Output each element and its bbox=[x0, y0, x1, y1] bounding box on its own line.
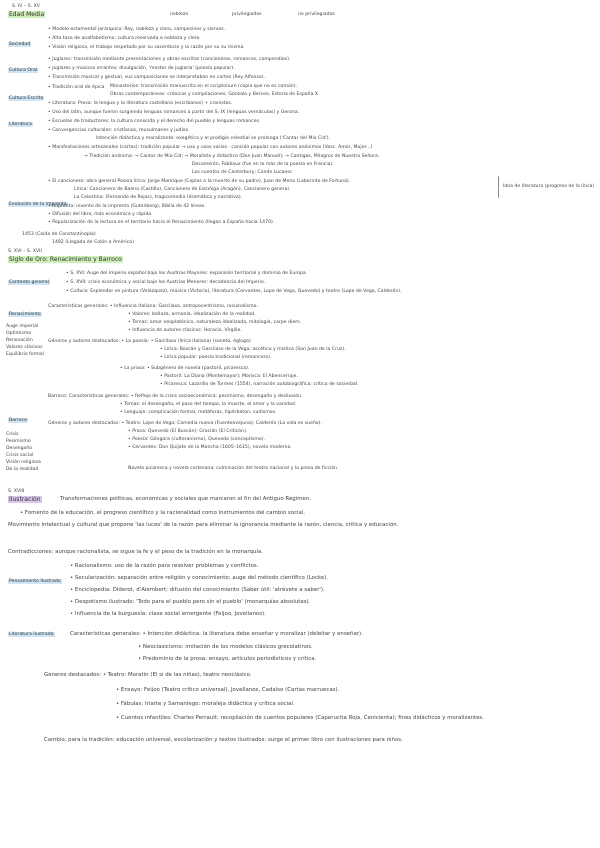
date-s3: S. XVIII bbox=[8, 489, 25, 494]
s1-line: • Literatura: Prosa: la lengua y la literatura castellana (escribanos) + cronistas. bbox=[48, 101, 233, 106]
s1-line: Lírica: Cancionero de Baena (Castilla), Cancionero de Estúñiga (Aragón), Cancionero general. bbox=[74, 187, 291, 192]
label-nobleza: nobleza bbox=[170, 12, 189, 17]
side-label: Renovación bbox=[6, 338, 33, 343]
s2-line: Géneros y autores destacados: • La poesía: • Garcilaso (lírica italiana) (soneto, égloga). bbox=[48, 339, 253, 344]
s1-line: • Juglares y músicos errantes; divulgación, 'mester de juglaría' (poesía popular). bbox=[48, 66, 235, 71]
s2-line: Barroco: Características generales: • Reflejo de la crisis socioeconómica: pesimismo, desengaño y desilusión. bbox=[48, 394, 303, 399]
s2-line: • Prosa: Quevedo (El Buscón); Gracián (El Criticón). bbox=[128, 429, 248, 434]
lit-line: • Neoclasicismo: imitación de los modelos clásicos grecolatinos. bbox=[138, 644, 313, 650]
s2-line: Características generales: • Influencia italiana: Garcilaso, antropocentrismo, racionalismo. bbox=[48, 304, 258, 309]
s2-line: • Temas: el desengaño, el paso del tiempo, la muerte, el amor y la vanidad. bbox=[120, 402, 297, 407]
header-literatura-ilustrada: Literatura ilustrada bbox=[9, 632, 54, 637]
header-sociedad: Sociedad bbox=[9, 42, 31, 47]
lit-line: Características generales: • Intención didáctica: la literatura debe enseñar y moralizar (deleitar y enseñar). bbox=[70, 631, 363, 637]
lit-line: • Fábulas: Iriarte y Samaniego: moraleja didáctica y crítica social. bbox=[116, 701, 295, 707]
s1-line: Decamerón, Fabliaux (fue en lo más de la poesía en Francia). bbox=[192, 162, 334, 167]
side-label: Auge imperial bbox=[6, 324, 39, 329]
s2-line: • S. XVI: Auge del imperio español bajo los Austrias Mayores: expansión territorial y dominio de Europa. bbox=[66, 271, 308, 276]
title-siglo-de-oro: Siglo de Oro: Renacimiento y Barroco bbox=[9, 256, 122, 263]
lit-line: • Predominio de la prosa: ensayo, artículos periodísticos y crítica. bbox=[138, 656, 317, 662]
date-1492: 1492 (Llegada de Colón a América) bbox=[52, 240, 134, 245]
s2-line: • Poesía: Góngora (culteranismo), Quevedo (conceptismo). bbox=[128, 437, 266, 442]
bracket-label: Idea de literatura (progreso de la lírica) bbox=[503, 184, 595, 189]
s1-line: • Popularización de la lectura en el territorio hacia el Renacimiento (llegan a España hacia 1470). bbox=[48, 220, 275, 225]
s1-line: • Uso del latín, aunque fueron surgiendo lenguas romances a partir del S. IX (lenguas vernáculas) y Gerona. bbox=[48, 110, 300, 115]
header-cultura-escrita: Cultura Escrita bbox=[9, 96, 44, 101]
s1-line: La Celestina: (Fernando de Rojas), tragicomedia (dramática y narrativa). bbox=[74, 195, 243, 200]
s1-line: Intención didáctica y moralizante: exegética y el prodigio celestial se prolonga ('Cantar del Mio Cid'). bbox=[96, 136, 331, 141]
side-label: Valores clásicos bbox=[6, 345, 43, 350]
s3-line: Movimiento intelectual y cultural que propone 'las luces' de la razón para eliminar la ignorancia mediante la razón, ciencia, crítica y educación. bbox=[8, 522, 399, 528]
header-contexto: Contexto general bbox=[9, 280, 50, 285]
s1-line: • Transmisión musical y gestual, sus composiciones se interpretaban en cortes (Rey Alfonso). bbox=[48, 75, 266, 80]
s1-line: • Escuelas de traductores: la cultura conocida y el derecho del pueblo y lenguas romances. bbox=[48, 119, 261, 124]
side-label: De la realidad bbox=[6, 467, 39, 472]
s1-line: Los cuentos de Canterbury; Conde Lucanor. bbox=[192, 170, 294, 175]
lit-line: • Cuentos infantiles: Charles Perrault: recopilación de cuentos populares (Caperucita Roja, Cenicienta); fines didácticos y moralizantes. bbox=[116, 715, 484, 721]
pens-line: • Secularización: separación entre religión y conocimiento; auge del método científico (Locke). bbox=[70, 575, 329, 581]
header-pensamiento: Pensamiento Ilustrado bbox=[9, 579, 61, 584]
s2-line: Géneros y autores destacados: • Teatro: Lope de Vega: Comedia nueva (Fuenteovejuna); Calderón (La vida es sueño). bbox=[48, 421, 322, 426]
date-s2: S. XVI – S. XVII bbox=[8, 249, 42, 254]
header-literatura: Literatura bbox=[9, 122, 32, 127]
s1-line: • Juglares: transmisión mediante presentaciones y obras escritas (cancioneros, romances, compendios). bbox=[48, 57, 291, 62]
pens-line: • Influencia de la burguesía: clase social emergente (Feijoo, Jovellanos). bbox=[70, 611, 266, 617]
s1-line: • Convergencias culturales: cristianos, musulmanes y judíos. bbox=[48, 128, 190, 133]
lit-line: Cambio, para la tradición: educación universal, escolarización y textos ilustrados: surge el primer libro con ilustraciones para niños. bbox=[44, 737, 403, 743]
s1-line: Monasterios: transmisión manuscrita en el scriptorium (copia que no es común). bbox=[110, 84, 297, 89]
label-no-privilegiados: no privilegiados bbox=[298, 12, 335, 17]
pens-line: • Enciclopedia: Diderot, d'Alembert; difusión del conocimiento (Saber útil: 'atrévete a saber'). bbox=[70, 587, 325, 593]
date-s1: S. IV – S. XV bbox=[12, 4, 40, 9]
s2-line: • Lírica popular: poesía tradicional (romancero). bbox=[160, 355, 272, 360]
date-1453: 1453 (Caída de Constantinopla) bbox=[22, 232, 96, 237]
s2-line: • La prosa: • Subgénero de novela (pastoril, picaresca). bbox=[120, 366, 250, 371]
s1-line: Obras contemporáneas: crónicas y compilaciones; Gonzalo y Berceo, Estoria de España X. bbox=[110, 92, 320, 97]
s3-line: Transformaciones políticas, económicas y sociales que marcaron el fin del Antiguo Régimen. bbox=[60, 496, 312, 502]
s2-line: • S. XVII: crisis económica y social bajo los Austrias Menores: decadencia del Imperio. bbox=[66, 280, 266, 285]
s1-line: • Difusión del libro, más económica y rápida. bbox=[48, 212, 153, 217]
s1-line: • Imprenta: invento de la imprenta (Gutenberg), Biblia de 42 líneas. bbox=[48, 204, 206, 209]
lit-line: Géneros destacados: • Teatro: Moratín (El sí de las niñas), teatro neoclásico. bbox=[44, 672, 252, 678]
s2-line: • Cervantes: Don Quijote de la Mancha (1605–1615), novela moderna. bbox=[128, 445, 292, 450]
s2-line: • Picaresca: Lazarillo de Tormes (1554), narración autobiográfica; crítica de sociedad. bbox=[160, 382, 359, 387]
s1-line: • Alta tasa de analfabetismo: cultura reservada a nobleza y clero. bbox=[48, 36, 201, 41]
pens-line: • Racionalismo: uso de la razón para resolver problemas y conflictos. bbox=[70, 563, 259, 569]
label-privilegiados: privilegiados bbox=[232, 12, 262, 17]
lit-line: • Ensayo: Feijoo (Teatro crítico universal), Jovellanos, Cadalso (Cartas marruecas). bbox=[116, 687, 340, 693]
s1-line: • Tradición oral de épica bbox=[48, 85, 105, 90]
title-ilustracion: Ilustración bbox=[9, 496, 41, 503]
pens-line: • Despotismo ilustrado: 'Todo para el pueblo pero sin el pueblo' (monarquías absolutas). bbox=[70, 599, 311, 605]
side-label: Desengaño bbox=[6, 446, 33, 451]
s1-line: • El cancionero: obra general Poesía lírica: Jorge Manrique (Coplas a la muerte de su padre), Juan de Mena (Laberinto de Fortuna). bbox=[48, 179, 351, 184]
s2-line: • Lírica: Boscán y Garcilaso de la Vega; ascética y mística (San Juan de la Cruz). bbox=[160, 347, 346, 352]
s1-line: • Manifestaciones artesanales (cartas): tradición popular → uso y usos varios · canción popular con autores anónimos (Vasc. Amor, Mujer...) bbox=[48, 145, 373, 150]
s3-line: • Fomento de la educación, el progreso científico y la racionalidad como instrumentos del cambio social. bbox=[20, 510, 306, 516]
s3-line: Contradicciones: aunque racionalista, se sigue la fe y el peso de la tradición en la monarquía. bbox=[8, 549, 263, 555]
header-barroco: Barroco bbox=[9, 418, 27, 423]
side-label: Optimismo bbox=[6, 331, 32, 336]
side-label: Visión religiosa bbox=[6, 460, 41, 465]
s2-line: • Pastoril: La Diana (Montemayor); Morisca: El Abencerraje. bbox=[160, 374, 298, 379]
header-cultura-oral: Cultura Oral bbox=[9, 68, 38, 73]
header-imprenta: Evolución de la imprenta bbox=[9, 202, 67, 207]
header-renacimiento: Renacimiento bbox=[9, 312, 41, 317]
header-edad-media: Edad Media bbox=[9, 11, 45, 18]
s1-line: • Modelo estamental jerárquico: Rey, nobleza y clero, campesinos y siervos. bbox=[48, 27, 226, 32]
s2-line: • Lenguaje: complicación formal, metáforas, hipérbaton, cultismos. bbox=[120, 410, 277, 415]
side-label: Pesimismo bbox=[6, 439, 31, 444]
s2-line: • Cultura: Esplendor en pintura (Velázquez), música (Victoria), literatura (Cervantes, Lope de Vega, Quevedo) y teatro (Lope de Vega, Calderón). bbox=[66, 289, 402, 294]
side-label: Crisis social bbox=[6, 453, 34, 458]
brace-lirica bbox=[498, 176, 499, 198]
s2-line: • Temas: amor neoplatónico, naturaleza idealizada, mitología, carpe diem. bbox=[128, 320, 302, 325]
s2-line: Novela picaresca y novela cortesana; culminación del teatro nacional y la prosa de ficción. bbox=[128, 466, 339, 471]
s2-line: • Valores: belleza, armonía, idealización de la realidad. bbox=[128, 312, 256, 317]
s1-line: → Tradición anónima: → Cantar de Mio Cid; → Moralista y didáctico (Don Juan Manuel); → Cantigas, Milagros de Nuestra Señora. bbox=[84, 154, 380, 159]
side-label: Equilibrio formal bbox=[6, 352, 45, 357]
s1-line: • Visión religiosa, el trabajo respetado por su sacerdocio y la razón por su su misma. bbox=[48, 45, 245, 50]
side-label: Crisis bbox=[6, 432, 19, 437]
s2-line: • Influencia de autores clásicos: Horacio, Virgilio. bbox=[128, 328, 242, 333]
